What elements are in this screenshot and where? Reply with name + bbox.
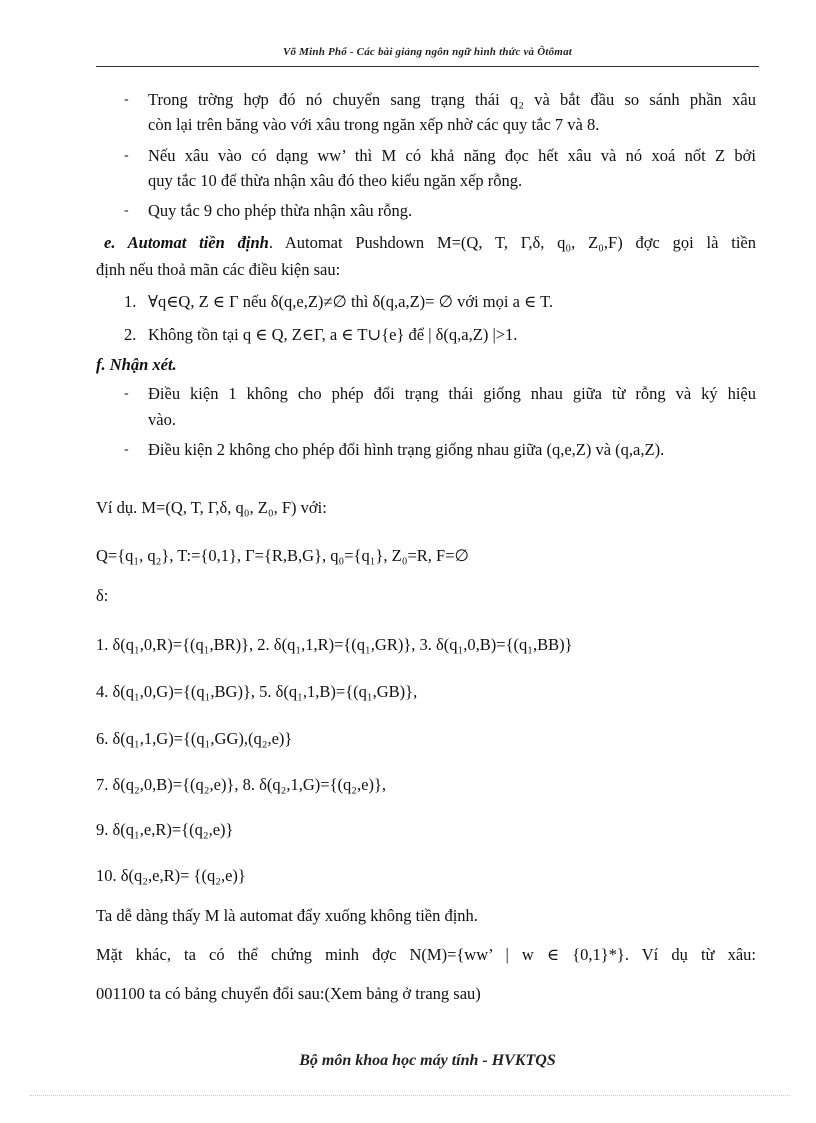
bullet-marker: - bbox=[124, 203, 129, 218]
condition-1-text: ∀q∈Q, Z ∈ Γ nếu δ(q,e,Z)≠∅ thì δ(q,a,Z)= ∅ với mọi a ∈ T. bbox=[148, 292, 554, 311]
transition-rule: 9. δ(q₁,e,R)={(q₂,e)} bbox=[96, 820, 234, 839]
delta-label: δ: bbox=[96, 586, 109, 605]
example-sets: Q={q₁, q₂}, T:={0,1}, Γ={R,B,G}, q₀={q₁}, Z₀=R, F=∅ bbox=[96, 546, 469, 565]
header-rule bbox=[96, 66, 759, 67]
bullet-marker: - bbox=[124, 386, 129, 401]
page-header: Võ Minh Phổ - Các bài giảng ngôn ngữ hình thức và Ôtômat bbox=[282, 46, 573, 58]
page-footer: Bộ môn khoa học máy tính - HVKTQS bbox=[299, 1052, 556, 1069]
conclusion-text: Ta dễ dàng thấy M là automat đẩy xuống không tiền định. bbox=[96, 906, 478, 925]
section-e-line-2: định nếu thoả mãn các điều kiện sau: bbox=[96, 260, 341, 279]
section-e-heading: e. Automat tiền định bbox=[104, 233, 269, 252]
remark-2-line-1: Điều kiện 2 không cho phép đổi hình trạng giống nhau giữa (q,e,Z) và (q,a,Z). bbox=[148, 440, 665, 459]
bullet-1-line-1: Trong trờng hợp đó nó chuyển sang trạng thái q₂ và bắt đầu so sánh phần xâu bbox=[148, 90, 756, 109]
condition-2-number: 2. bbox=[124, 325, 137, 344]
remark-1-line-2: vào. bbox=[148, 410, 176, 429]
remark-1-line-1: Điều kiện 1 không cho phép đổi trạng thái giống nhau giữa từ rỗng và ký hiệu bbox=[148, 384, 756, 403]
condition-1-number: 1. bbox=[124, 292, 137, 311]
section-e-line-1-text: . Automat Pushdown M=(Q, T, Γ,δ, q₀, Z₀,F) đợc gọi là tiền bbox=[268, 233, 756, 252]
transition-rule: 7. δ(q₂,0,B)={(q₂,e)}, 8. δ(q₂,1,G)={(q₂,e)}, bbox=[96, 775, 386, 794]
transition-rule: 1. δ(q₁,0,R)={(q₁,BR)}, 2. δ(q₁,1,R)={(q₁,GR)}, 3. δ(q₁,0,B)={(q₁,BB)} bbox=[96, 635, 573, 654]
bullet-2-line-2: quy tắc 10 để thừa nhận xâu đó theo kiểu ngăn xếp rỗng. bbox=[148, 171, 523, 190]
bullet-marker: - bbox=[124, 442, 129, 457]
transition-rule: 10. δ(q₂,e,R)= {(q₂,e)} bbox=[96, 866, 246, 885]
example-intro: Ví dụ. M=(Q, T, Γ,δ, q₀, Z₀, F) với: bbox=[96, 498, 327, 517]
proof-line-1: Mặt khác, ta có thể chứng minh đợc N(M)={ww’ | w ∈ {0,1}*}. Ví dụ từ xâu: bbox=[96, 945, 756, 964]
bullet-marker: - bbox=[124, 92, 129, 107]
transition-rule: 6. δ(q₁,1,G)={(q₁,GG),(q₂,e)} bbox=[96, 729, 293, 748]
page-bottom-rule bbox=[30, 1095, 790, 1096]
bullet-1-line-2: còn lại trên băng vào với xâu trong ngăn xếp nhờ các quy tắc 7 và 8. bbox=[148, 115, 600, 134]
bullet-marker: - bbox=[124, 148, 129, 163]
section-e-line-1 bbox=[104, 233, 756, 253]
bullet-3-line-1: Quy tắc 9 cho phép thừa nhận xâu rỗng. bbox=[148, 201, 413, 220]
proof-line-2: 001100 ta có bảng chuyển đổi sau:(Xem bảng ở trang sau) bbox=[96, 984, 481, 1003]
section-f-heading: f. Nhận xét. bbox=[96, 355, 177, 374]
condition-2-text: Không tồn tại q ∈ Q, Z∈Γ, a ∈ T∪{e} để | δ(q,a,Z) |>1. bbox=[148, 325, 518, 344]
bullet-2-line-1: Nếu xâu vào có dạng ww’ thì M có khả năng đọc hết xâu và nó xoá nốt Z bởi bbox=[148, 146, 756, 165]
transition-rule: 4. δ(q₁,0,G)={(q₁,BG)}, 5. δ(q₁,1,B)={(q₁,GB)}, bbox=[96, 682, 418, 701]
